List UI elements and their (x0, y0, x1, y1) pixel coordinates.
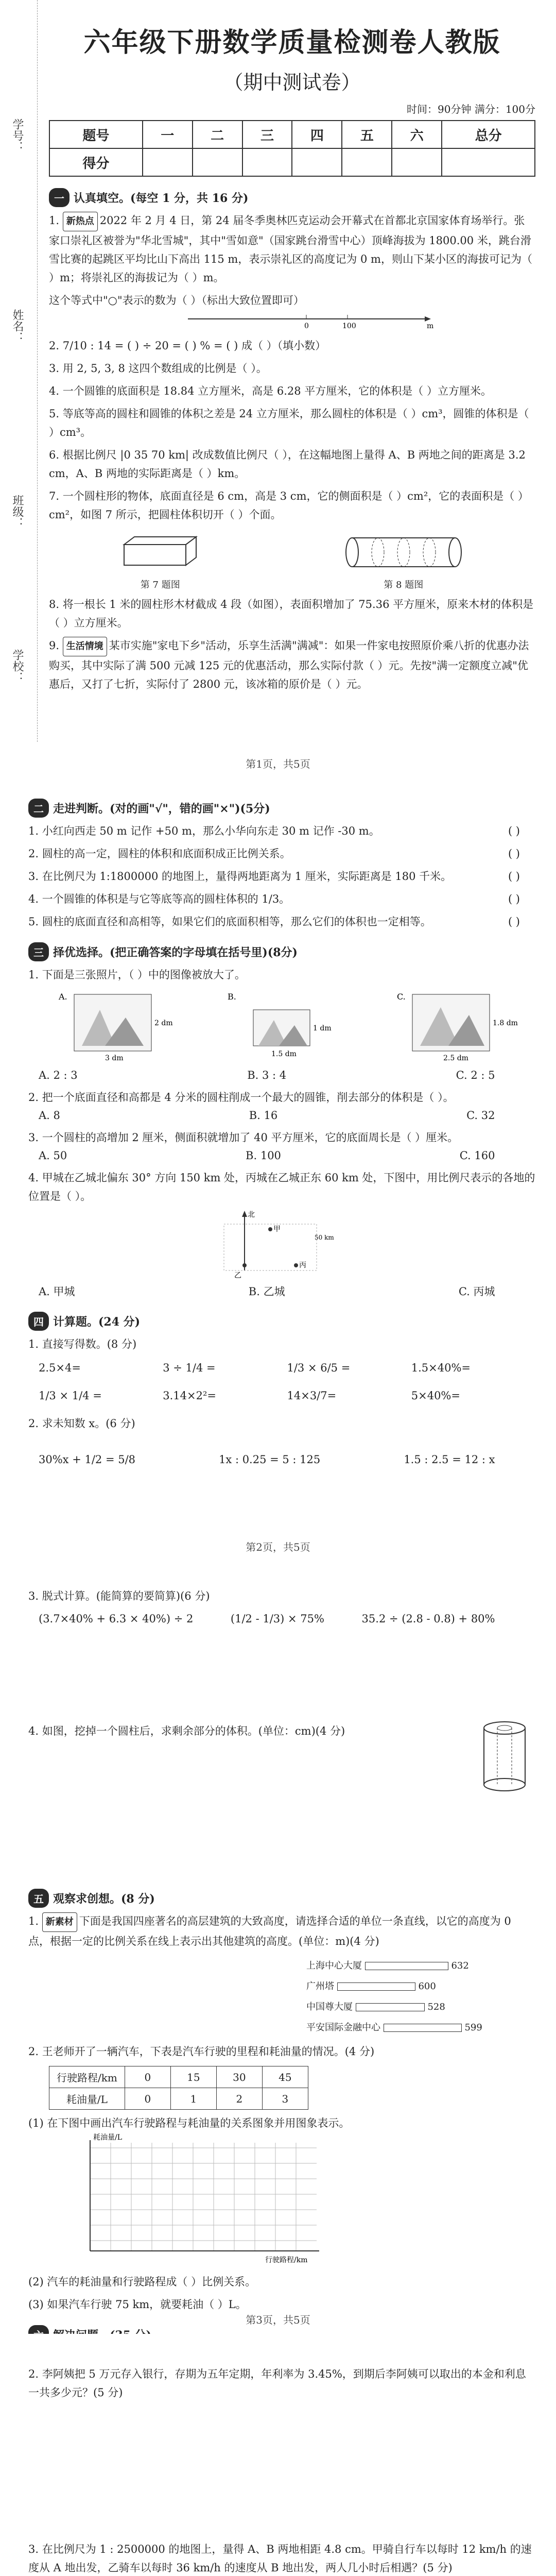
section-5-question-2b: (2) 汽车的耗油量和行驶路程成（ ）比例关系。 (28, 2276, 256, 2288)
option[interactable]: B. 乙城 (248, 1285, 285, 1298)
section-badge: 五 (28, 1889, 49, 1908)
section-title: 计算题。(24 分) (53, 1315, 141, 1329)
question-1: 1. 新热点 2022 年 2 月 4 日，第 24 届冬季奥林匹克运动会开幕式在首都北京国家体育场举行。张家口崇礼区被誉为"华北雪城"，其中"雪如意"（国家跳台滑雪中心）顶峰海拔为 1800.00 米，跳台滑雪比赛的起跳区平均比山下高出 115 m，表示崇礼区的高度记为 0 m，则山下某小区的海拔可记为（ ）m；将崇礼区的海拔记为（ ）m。 (49, 211, 535, 287)
page-footer: 第1页，共5页 (246, 758, 310, 770)
table-cell: 0 (125, 2088, 170, 2110)
table-row (49, 2066, 308, 2088)
score-header-cell: 二 (193, 121, 242, 148)
section-5-question-2a: (1) 在下图中画出汽车行驶路程与耗油量的关系图象并用图象表示。 (28, 2117, 350, 2129)
calc-item: 3.14×2²= (163, 1389, 216, 1402)
calc-4: 4. 如图，挖掉一个圆柱后，求剩余部分的体积。(单位：cm)(4 分) (28, 1725, 345, 1737)
table-cell: 45 (262, 2066, 308, 2088)
judge-item (28, 822, 535, 840)
hollow-cylinder-figure (474, 1718, 535, 1795)
figure-option-label: A. (59, 992, 67, 1002)
judge-item (28, 867, 535, 886)
choice-2-options (39, 1107, 495, 1124)
page-3-content (28, 1561, 535, 2367)
section-title: 走进判断。(对的画"√"，错的画"×")(5分) (53, 802, 270, 816)
building-row (306, 2018, 535, 2038)
dim-label: 2 dm (154, 1019, 173, 1027)
calc-1-title: 1. 直接写得数。(8 分) (28, 1338, 137, 1350)
number-line-figure (183, 310, 440, 330)
choice-3-options (39, 1147, 495, 1164)
option[interactable]: C. 丙城 (458, 1285, 495, 1298)
photo-figures (28, 989, 535, 1066)
score-header-cell: 总分 (442, 121, 535, 148)
table-cell: 0 (125, 2066, 170, 2088)
table-cell: 行驶路程/km (49, 2066, 125, 2088)
page-2 (0, 778, 556, 1561)
option[interactable]: B. 16 (249, 1109, 278, 1122)
binding-label-school: 学校： (11, 649, 24, 683)
calc-3-title: 3. 脱式计算。(能简算的要简算)(6 分) (28, 1590, 210, 1602)
cuboid-figure (114, 529, 206, 575)
figure-option-label: C. (396, 992, 406, 1002)
map-label: 北 (248, 1211, 255, 1219)
judge-text: 2. 圆柱的高一定，圆柱的体积和底面积成正比例关系。 (28, 848, 291, 860)
dim-label: 1.8 dm (492, 1019, 518, 1027)
answer-space (28, 2402, 535, 2536)
page-4-content (28, 2334, 535, 2576)
building-name: 中国尊大厦 (306, 2002, 353, 2012)
question-8: 8. 将一根长 1 米的圆柱形木材截成 4 段（如图），表面积增加了 75.36 平方厘米，原来木材的体积是（ ）立方厘米。 (49, 598, 534, 629)
section-title: 认真填空。(每空 1 分，共 16 分) (74, 192, 249, 205)
judge-text: 3. 在比例尺为 1:1800000 的地图上，量得两地距离为 1 厘米，实际距离是 180 千米。 (28, 870, 452, 883)
building-height: 599 (464, 2022, 482, 2033)
figure-caption: 第 7 题图 (140, 580, 180, 590)
question-tag: 新素材 (42, 1912, 77, 1932)
figure-option-label: B. (228, 992, 237, 1002)
judge-text: 5. 圆柱的底面直径和高相等，如果它们的底面积相等，那么它们的体积也一定相等。 (28, 916, 431, 928)
photo-figure-b (222, 989, 341, 1066)
question-text: 2022 年 2 月 4 日，第 24 届冬季奥林匹克运动会开幕式在首都北京国家体育场举行。张家口崇礼区被誉为"华北雪城"，其中"雪如意"（国家跳台滑雪中心）顶峰海拔为 1800.00 米，跳台滑雪比赛的起跳区平均比山下高出 115 m，表示崇礼区的高度记为 0 m，则山下某小区的海拔可记为（ ）m；将崇礼区的海拔记为（ ）m。 (49, 214, 532, 284)
option[interactable]: B. 100 (246, 1149, 281, 1162)
graph-x-label: 行驶路程/km (265, 2256, 308, 2264)
score-header-row (49, 121, 535, 148)
score-header-cell: 四 (292, 121, 342, 148)
calc-4-block (28, 1718, 535, 1795)
option[interactable]: A. 8 (39, 1109, 60, 1122)
score-value-row (49, 148, 535, 176)
grid-graph (59, 2132, 327, 2266)
question-text: 某市实施"家电下乡"活动，乐享生活满"满减"：如果一件家电按照原价乘八折的优惠办法购买，其中实际了满 500 元减 125 元的优惠活动，那么实际付款（ ）元。先按"满一定额度立减"优惠后，又打了七折，实际付了 2800 元，该冰箱的原价是（ ）元。 (49, 639, 529, 690)
calc-2-title: 2. 求未知数 x。(6 分) (28, 1417, 135, 1430)
dim-label: 1.5 dm (271, 1050, 297, 1058)
answer-space (28, 1795, 535, 1877)
equation: 1x : 0.25 = 5 : 125 (219, 1453, 321, 1466)
section-badge: 四 (28, 1312, 49, 1331)
calc-1-grid (39, 1362, 535, 1402)
exam-title: 六年级下册数学质量检测卷人教版 (83, 27, 501, 58)
calc-3-row (39, 1613, 495, 1625)
section-3-heading (28, 942, 535, 961)
question-5: 5. 等底等高的圆柱和圆锥的体积之差是 24 立方厘米，那么圆柱的体积是（ ）cm³，圆锥的体积是（ ）cm³。 (49, 408, 529, 438)
question-3: 3. 用 2, 5, 3, 8 这四个数组成的比例是（ ）。 (49, 362, 267, 375)
map-label: 甲 (273, 1225, 281, 1233)
section-5-question-2c: (3) 如果汽车行驶 75 km，就要耗油（ ）L。 (28, 2298, 247, 2311)
table-cell: 15 (170, 2066, 216, 2088)
score-cell[interactable] (143, 148, 193, 176)
section-badge: 三 (28, 942, 49, 961)
number-line-label: 0 (304, 322, 309, 330)
calc-2-row (39, 1453, 495, 1466)
score-cell[interactable] (442, 148, 535, 176)
section-title: 观察求创想。(8 分) (53, 1892, 155, 1906)
building-name: 广州塔 (306, 1981, 334, 1992)
judge-item (28, 912, 535, 931)
cylinder-segments-figure (337, 529, 471, 575)
binding-strip (0, 0, 38, 742)
buildings-list (306, 1956, 535, 2038)
building-row (306, 1997, 535, 2018)
table-row (49, 2088, 308, 2110)
calc-item: 1/3 × 6/5 = (287, 1362, 351, 1374)
score-cell[interactable] (292, 148, 342, 176)
page-1-content (49, 0, 535, 693)
exam-subtitle: （期中测试卷） (223, 71, 361, 94)
judge-text: 4. 一个圆锥的体积是与它等底等高的圆柱体积的 1/3。 (28, 893, 290, 905)
question-9: 9. 生活情境 某市实施"家电下乡"活动，乐享生活满"满减"：如果一件家电按照原价乘八折的优惠办法购买，其中实际了满 500 元减 125 元的优惠活动，那么实际付款（ ）元。先按"满一定额度立减"优惠后，又打了七折，实际付了 2800 元，该冰箱的原价是（ ）元。 (49, 636, 535, 693)
table-cell: 2 (216, 2088, 262, 2110)
expression: 35.2 ÷ (2.8 - 0.8) + 80% (361, 1613, 495, 1625)
score-cell[interactable] (342, 148, 392, 176)
choice-question-3: 3. 一个圆柱的高增加 2 厘米，侧面积就增加了 40 平方厘米，它的底面周长是（ ）厘米。 (28, 1131, 459, 1144)
table-cell: 1 (170, 2088, 216, 2110)
section-badge: 二 (28, 799, 49, 818)
choice-question-4: 4. 甲城在乙城北偏东 30° 方向 150 km 处，丙城在乙城正东 60 km 处，下图中，用比例尺表示的各地的位置是（ ）。 (28, 1172, 535, 1202)
option[interactable]: C. 32 (466, 1109, 495, 1122)
photo-figure-c (392, 989, 518, 1066)
calc-item: 1.5×40%= (411, 1362, 471, 1374)
score-header-cell: 三 (242, 121, 292, 148)
figure-7 (114, 529, 206, 591)
question-tag: 新热点 (63, 212, 98, 231)
problem-3: 3. 在比例尺为 1 : 2500000 的地图上，量得 A、B 两地相距 4.8 cm。甲骑自行车以每时 12 km/h 的速度从 A 地出发，乙骑车以每时 36 km/h 的速度从 B 地出发，两人几小时后相遇？(5 分) (28, 2543, 532, 2574)
problem-2: 2. 李阿姨把 5 万元存入银行，存期为五年定期，年利率为 3.45%，到期后李阿姨可以取出的本金和利息一共多少元？(5 分) (28, 2368, 526, 2399)
page-footer: 第3页，共5页 (246, 2314, 310, 2326)
building-row (306, 1976, 535, 1997)
number-line-label: 100 (342, 322, 356, 330)
binding-label-name: 姓名： (11, 309, 24, 343)
map-label: 丙 (299, 1261, 306, 1269)
answer-paren[interactable]: ( ) (508, 825, 520, 837)
expression: (3.7×40% + 6.3 × 40%) ÷ 2 (39, 1613, 194, 1625)
answer-paren[interactable]: ( ) (508, 916, 520, 928)
section-5-question-1: 1. 新素材 下面是我国四座著名的高层建筑的大致高度，请选择合适的单位一条直线，以它的高度为 0 点，根据一定的比例关系在线上表示出其他建筑的高度。(单位：m)(4 分) (28, 1912, 535, 1951)
building-name: 平安国际金融中心 (306, 2022, 380, 2033)
option[interactable]: A. 2 : 3 (39, 1069, 78, 1081)
calc-item: 14×3/7= (287, 1389, 337, 1402)
question-tag: 生活情境 (63, 637, 107, 656)
answer-space (28, 1625, 535, 1718)
page-2-content (28, 778, 535, 1466)
binding-label-class: 班级： (11, 495, 24, 529)
dim-label: 3 dm (105, 1054, 124, 1062)
score-table (49, 120, 535, 177)
question-6: 6. 根据比例尺 |0 35 70 km| 改成数值比例尺（ ），在这幅地图上量得 A、B 两地之间的距离是 3.2 cm，A、B 两地的实际距离是（ ）km。 (49, 449, 526, 480)
calc-item: 5×40%= (411, 1389, 460, 1402)
question-2: 2. 7/10 : 14 = ( ) ÷ 20 = ( ) % = ( ) 成（ ）（填小数） (49, 340, 326, 352)
page-4 (0, 2334, 556, 2576)
choice-question-2: 2. 把一个底面直径和高都是 4 分米的圆柱削成一个最大的圆锥，削去部分的体积是（ ）。 (28, 1091, 454, 1104)
option[interactable]: C. 2 : 5 (456, 1069, 495, 1081)
section-5-question-2: 2. 王老师开了一辆汽车，下表是汽车行驶的里程和耗油量的情况。(4 分) (28, 2045, 375, 2058)
figures-7-8 (49, 529, 535, 591)
figure-8 (337, 529, 471, 591)
section-4-heading (28, 1312, 535, 1331)
figure-caption: 第 8 题图 (384, 580, 424, 590)
dim-label: 2.5 dm (443, 1054, 468, 1062)
question-text: 下面是我国四座著名的高层建筑的大致高度，请选择合适的单位一条直线，以它的高度为 0 点，根据一定的比例关系在线上表示出其他建筑的高度。(单位：m)(4 分) (28, 1915, 511, 1947)
building-name: 上海中心大厦 (306, 1960, 362, 1971)
binding-label-number: 学号： (11, 118, 24, 152)
calc-item: 2.5×4= (39, 1362, 81, 1374)
section-badge: 一 (49, 188, 70, 207)
section-title: 择优选择。(把正确答案的字母填在括号里)(8分) (53, 946, 298, 959)
table-cell: 30 (216, 2066, 262, 2088)
option[interactable]: A. 甲城 (39, 1285, 75, 1298)
building-height: 528 (427, 2002, 445, 2012)
building-height: 632 (451, 1960, 469, 1971)
score-cell[interactable] (193, 148, 242, 176)
judge-text: 1. 小红向西走 50 m 记作 +50 m，那么小华向东走 30 m 记作 -30 m。 (28, 825, 380, 837)
score-row-label: 得分 (49, 148, 143, 176)
section-5-heading (28, 1889, 535, 1908)
calc-item: 1/3 × 1/4 = (39, 1389, 102, 1402)
choice-question-1: 1. 下面是三张照片，（ ）中的图像被放大了。 (28, 969, 246, 981)
table-cell: 3 (262, 2088, 308, 2110)
map-scale-label: 50 km (315, 1234, 334, 1241)
dim-label: 1 dm (313, 1024, 332, 1032)
score-header-cell: 题号 (49, 121, 143, 148)
score-header-cell: 一 (143, 121, 193, 148)
table-cell: 耗油量/L (49, 2088, 125, 2110)
choice-1-options (39, 1066, 495, 1084)
question-4: 4. 一个圆锥的底面积是 18.84 立方厘米，高是 6.28 平方厘米，它的体积是（ ）立方厘米。 (49, 385, 492, 397)
option[interactable]: B. 3 : 4 (247, 1069, 287, 1081)
building-row (306, 1956, 535, 1976)
equation: 30%x + 1/2 = 5/8 (39, 1453, 136, 1466)
question-7: 7. 一个圆柱形的物体，底面直径是 6 cm，高是 3 cm，它的侧面积是（ ）cm²，它的表面积是（ ）cm²，如图 7 所示，把圆柱体积切开（ ）个面。 (49, 490, 529, 521)
score-cell[interactable] (242, 148, 292, 176)
exam-meta: 时间：90分钟 满分：100分 (407, 103, 535, 115)
graph-y-label: 耗油量/L (93, 2133, 123, 2142)
option[interactable]: A. 50 (39, 1149, 67, 1162)
mileage-table (49, 2066, 308, 2110)
page-1 (0, 0, 556, 778)
photo-figure-a (54, 989, 172, 1066)
answer-paren[interactable]: ( ) (508, 848, 520, 860)
number-line-label: m (427, 322, 434, 330)
expression: (1/2 - 1/3) × 75% (230, 1613, 324, 1625)
score-cell[interactable] (392, 148, 442, 176)
answer-paren[interactable]: ( ) (508, 870, 520, 883)
judge-item (28, 890, 535, 908)
page-3 (0, 1561, 556, 2334)
map-label: 乙 (234, 1272, 241, 1280)
equation: 1.5 : 2.5 = 12 : x (404, 1453, 495, 1466)
score-header-cell: 六 (392, 121, 442, 148)
judge-item (28, 844, 535, 863)
calc-item: 3 ÷ 1/4 = (163, 1362, 216, 1374)
section-1-heading (49, 188, 535, 207)
answer-paren[interactable]: ( ) (508, 893, 520, 905)
section-2-heading (28, 799, 535, 818)
graph-grid (90, 2143, 317, 2251)
option[interactable]: C. 160 (459, 1149, 495, 1162)
question-1-number-line-prompt: 这个等式中"○"表示的数为（ ）（标出大致位置即可） (49, 294, 304, 307)
page-footer: 第2页，共5页 (246, 1541, 310, 1553)
map-figure (214, 1209, 337, 1281)
choice-4-options (39, 1283, 495, 1300)
score-header-cell: 五 (342, 121, 392, 148)
building-height: 600 (418, 1981, 436, 1992)
